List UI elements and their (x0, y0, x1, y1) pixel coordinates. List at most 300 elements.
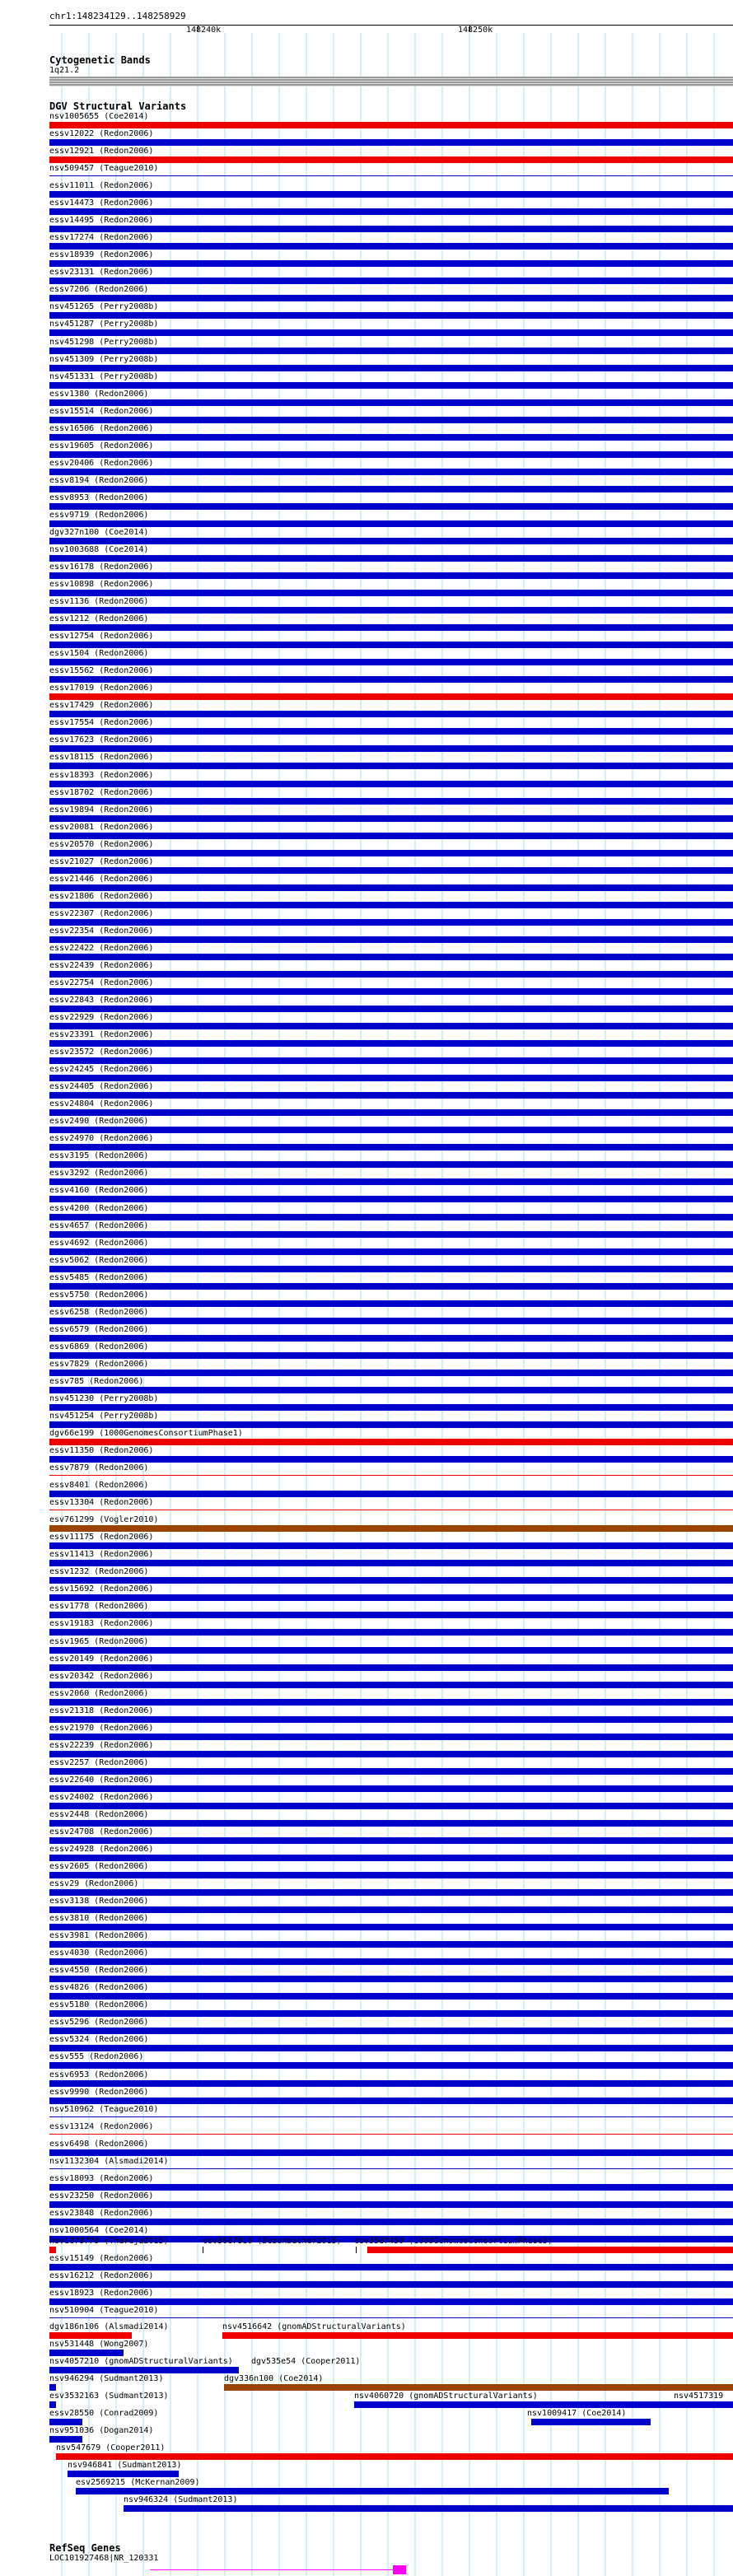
variant-feature[interactable] (49, 1976, 733, 1982)
variant-label[interactable]: essv18393 (Redon2006) (49, 771, 154, 780)
variant-label[interactable]: essv20149 (Redon2006) (49, 1654, 154, 1664)
variant-label[interactable]: essv24002 (Redon2006) (49, 1793, 154, 1802)
variant-label[interactable]: essv22929 (Redon2006) (49, 1013, 154, 1022)
variant-label[interactable]: essv9990 (Redon2006) (49, 2088, 149, 2097)
variant-label[interactable]: esv3587450 (1000GenomesConsortiumPhase3) (354, 2237, 553, 2246)
variant-label[interactable]: nsv1009417 (Coe2014) (527, 2409, 627, 2418)
variant-feature[interactable] (49, 226, 733, 232)
variant-feature[interactable] (49, 902, 733, 908)
variant-feature[interactable] (49, 1872, 733, 1878)
variant-label[interactable]: essv24708 (Redon2006) (49, 1827, 154, 1836)
variant-label[interactable]: essv1504 (Redon2006) (49, 649, 149, 658)
variant-feature[interactable] (49, 1785, 733, 1792)
variant-label[interactable]: dgv336n100 (Coe2014) (224, 2374, 324, 2383)
variant-feature[interactable] (49, 1560, 733, 1566)
ruler-tick-label: 148250k (458, 26, 493, 35)
variant-label[interactable]: essv11350 (Redon2006) (49, 1446, 154, 1455)
variant-label[interactable]: essv17554 (Redon2006) (49, 718, 154, 727)
variant-label[interactable]: essv15562 (Redon2006) (49, 666, 154, 675)
variant-label[interactable]: esv2569215 (McKernan2009) (76, 2478, 200, 2487)
variant-label[interactable]: essv6953 (Redon2006) (49, 2070, 149, 2079)
variant-label[interactable]: essv15692 (Redon2006) (49, 1584, 154, 1594)
variant-label[interactable]: essv3138 (Redon2006) (49, 1897, 149, 1906)
variant-label[interactable]: essv4030 (Redon2006) (49, 1948, 149, 1958)
variant-feature[interactable] (49, 175, 733, 176)
variant-label[interactable]: essv23131 (Redon2006) (49, 268, 154, 277)
variant-label[interactable]: essv15149 (Redon2006) (49, 2254, 154, 2263)
variant-label[interactable]: essv23848 (Redon2006) (49, 2209, 154, 2218)
variant-feature[interactable] (49, 1318, 733, 1324)
variant-label[interactable]: nsv1132304 (Alsmadi2014) (49, 2157, 169, 2166)
variant-feature[interactable] (49, 2045, 733, 2051)
variant-label[interactable]: nsv451287 (Perry2008b) (49, 320, 159, 329)
variant-feature[interactable] (49, 624, 733, 631)
variant-feature[interactable] (49, 208, 733, 215)
variant-label[interactable]: nsv451254 (Perry2008b) (49, 1412, 159, 1421)
variant-label[interactable]: essv5485 (Redon2006) (49, 1273, 149, 1282)
variant-label[interactable]: essv15514 (Redon2006) (49, 407, 154, 416)
dgv-track-title[interactable]: DGV Structural Variants (49, 100, 187, 112)
variant-label[interactable]: essv14495 (Redon2006) (49, 216, 154, 225)
variant-feature[interactable] (49, 1699, 733, 1706)
variant-feature[interactable] (49, 469, 733, 475)
variant-label[interactable]: nsv531448 (Wong2007) (49, 2340, 149, 2349)
variant-label[interactable]: essv8194 (Redon2006) (49, 476, 149, 485)
variant-feature[interactable] (49, 1456, 733, 1463)
variant-label[interactable]: essv21806 (Redon2006) (49, 892, 154, 901)
variant-feature[interactable] (49, 2317, 733, 2318)
variant-label[interactable]: essv17429 (Redon2006) (49, 701, 154, 710)
variant-feature[interactable] (49, 798, 733, 805)
variant-label[interactable]: essv19183 (Redon2006) (49, 1619, 154, 1628)
variant-feature[interactable] (49, 399, 733, 406)
variant-feature[interactable] (49, 1196, 733, 1202)
variant-label[interactable]: essv22422 (Redon2006) (49, 944, 154, 953)
variant-label[interactable]: essv3195 (Redon2006) (49, 1151, 149, 1160)
variant-label[interactable]: essv4657 (Redon2006) (49, 1221, 149, 1230)
variant-label[interactable]: essv6579 (Redon2006) (49, 1325, 149, 1334)
variant-feature[interactable] (49, 1958, 733, 1965)
variant-feature[interactable] (49, 2028, 733, 2034)
variant-label[interactable]: nsv1003688 (Coe2014) (49, 545, 149, 554)
variant-label[interactable]: essv22354 (Redon2006) (49, 926, 154, 936)
variant-label[interactable]: essv4160 (Redon2006) (49, 1186, 149, 1195)
variant-label[interactable]: nsv451230 (Perry2008b) (49, 1394, 159, 1403)
variant-label[interactable]: essv21446 (Redon2006) (49, 875, 154, 884)
variant-feature[interactable] (49, 1855, 733, 1861)
variant-feature[interactable] (49, 1387, 733, 1393)
variant-label[interactable]: essv29 (Redon2006) (49, 1879, 139, 1888)
variant-label[interactable]: essv2448 (Redon2006) (49, 1810, 149, 1819)
variant-label[interactable]: essv2060 (Redon2006) (49, 1689, 149, 1698)
variant-feature[interactable] (49, 815, 733, 822)
variant-feature[interactable] (49, 590, 733, 596)
variant-feature[interactable] (49, 2168, 733, 2169)
variant-label[interactable]: essv20081 (Redon2006) (49, 823, 154, 832)
variant-label[interactable]: nsv509457 (Teague2010) (49, 164, 159, 173)
variant-feature[interactable] (49, 1127, 733, 1133)
variant-feature[interactable] (49, 919, 733, 926)
variant-feature[interactable] (68, 2471, 179, 2477)
ruler-axis (49, 25, 733, 26)
variant-feature[interactable] (49, 243, 733, 250)
variant-feature[interactable] (49, 1248, 733, 1255)
variant-feature[interactable] (49, 1057, 733, 1064)
variant-label[interactable]: essv3292 (Redon2006) (49, 1169, 149, 1178)
variant-label[interactable]: essv14473 (Redon2006) (49, 198, 154, 208)
variant-feature[interactable] (49, 642, 733, 648)
variant-label[interactable]: essv11413 (Redon2006) (49, 1550, 154, 1559)
variant-label[interactable]: essv23250 (Redon2006) (49, 2191, 154, 2200)
variant-label[interactable]: essv24970 (Redon2006) (49, 1134, 154, 1143)
variant-label[interactable]: essv17274 (Redon2006) (49, 233, 154, 242)
variant-label[interactable]: essv6869 (Redon2006) (49, 1342, 149, 1351)
variant-label[interactable]: essv5180 (Redon2006) (49, 2000, 149, 2009)
variant-label[interactable]: essv12022 (Redon2006) (49, 129, 154, 138)
variant-label[interactable]: essv20406 (Redon2006) (49, 459, 154, 468)
variant-feature[interactable] (49, 365, 733, 371)
variant-feature[interactable] (49, 1941, 733, 1948)
variant-label[interactable]: essv7829 (Redon2006) (49, 1360, 149, 1369)
variant-feature[interactable] (49, 763, 733, 769)
refseq-track-title[interactable]: RefSeq Genes (49, 2542, 121, 2554)
variant-label[interactable]: essv24405 (Redon2006) (49, 1082, 154, 1091)
variant-label[interactable]: essv17623 (Redon2006) (49, 735, 154, 744)
variant-feature[interactable] (49, 2219, 733, 2225)
variant-label[interactable]: essv8953 (Redon2006) (49, 493, 149, 502)
variant-label[interactable]: essv20342 (Redon2006) (49, 1672, 154, 1681)
variant-feature[interactable] (49, 1612, 733, 1618)
variant-label[interactable]: essv17019 (Redon2006) (49, 684, 154, 693)
variant-label[interactable]: essv8401 (Redon2006) (49, 1481, 149, 1490)
variant-label[interactable]: essv2257 (Redon2006) (49, 1758, 149, 1767)
variant-label[interactable]: essv4826 (Redon2006) (49, 1983, 149, 1992)
variant-label[interactable]: esv761299 (Vogler2010) (49, 1515, 159, 1524)
variant-feature[interactable] (49, 867, 733, 874)
variant-label[interactable]: nsv946324 (Sudmant2013) (124, 2495, 238, 2504)
variant-feature[interactable] (49, 348, 733, 354)
variant-feature[interactable] (49, 1370, 733, 1376)
variant-feature[interactable] (49, 2201, 733, 2208)
variant-label[interactable]: dgv327n100 (Coe2014) (49, 528, 149, 537)
variant-feature[interactable] (76, 2488, 669, 2494)
variant-feature[interactable] (49, 2062, 733, 2069)
variant-feature[interactable] (49, 781, 733, 787)
variant-feature[interactable] (49, 2116, 733, 2117)
variant-label[interactable]: essv13304 (Redon2006) (49, 1498, 154, 1507)
variant-label[interactable]: essv555 (Redon2006) (49, 2052, 144, 2061)
variant-label[interactable]: essv6498 (Redon2006) (49, 2140, 149, 2149)
variant-label[interactable]: essv16178 (Redon2006) (49, 562, 154, 572)
variant-label[interactable]: essv24245 (Redon2006) (49, 1065, 154, 1074)
variant-label[interactable]: essv11011 (Redon2006) (49, 181, 154, 190)
variant-label[interactable]: essv22307 (Redon2006) (49, 909, 154, 918)
variant-feature[interactable] (49, 1439, 733, 1445)
variant-feature[interactable] (49, 1924, 733, 1930)
variant-feature[interactable] (49, 1144, 733, 1150)
variant-feature[interactable] (49, 833, 733, 839)
variant-label[interactable]: nsv1078778 (Thareja2015) (49, 2237, 169, 2246)
variant-feature[interactable] (49, 2080, 733, 2087)
gene-label[interactable]: LOC101927468|NR_120331 (49, 2554, 159, 2563)
variant-feature[interactable] (49, 1352, 733, 1359)
variant-feature[interactable] (49, 1023, 733, 1029)
variant-label[interactable]: nsv1005655 (Coe2014) (49, 112, 149, 121)
variant-feature[interactable] (674, 2401, 733, 2408)
variant-feature[interactable] (49, 2134, 733, 2135)
variant-feature[interactable] (49, 2332, 132, 2339)
variant-label[interactable]: essv12921 (Redon2006) (49, 147, 154, 156)
variant-label[interactable]: essv4200 (Redon2006) (49, 1204, 149, 1213)
variant-feature[interactable] (49, 2401, 56, 2408)
variant-feature[interactable] (49, 2419, 82, 2425)
variant-feature[interactable] (49, 260, 733, 267)
variant-label[interactable]: essv18093 (Redon2006) (49, 2174, 154, 2183)
variant-feature[interactable] (531, 2419, 651, 2425)
variant-feature[interactable] (49, 1768, 733, 1775)
variant-label[interactable]: essv5750 (Redon2006) (49, 1290, 149, 1300)
variant-feature[interactable] (49, 382, 733, 389)
variant-label[interactable]: nsv451298 (Perry2008b) (49, 338, 159, 347)
variant-feature[interactable] (49, 1577, 733, 1584)
variant-feature[interactable] (49, 1889, 733, 1896)
variant-feature[interactable] (49, 2367, 239, 2373)
variant-label[interactable]: essv21970 (Redon2006) (49, 1724, 154, 1733)
variant-feature[interactable] (49, 745, 733, 752)
variant-label[interactable]: essv18702 (Redon2006) (49, 788, 154, 797)
variant-label[interactable]: nsv946294 (Sudmant2013) (49, 2374, 164, 2383)
variant-feature[interactable] (49, 1751, 733, 1757)
variant-label[interactable]: essv4692 (Redon2006) (49, 1239, 149, 1248)
variant-label[interactable]: essv24804 (Redon2006) (49, 1099, 154, 1108)
variant-feature[interactable] (49, 2184, 733, 2191)
variant-feature[interactable] (49, 884, 733, 891)
variant-label[interactable]: essv22843 (Redon2006) (49, 996, 154, 1005)
variant-feature[interactable] (49, 2436, 82, 2443)
variant-feature[interactable] (56, 2453, 733, 2460)
variant-label[interactable]: essv7879 (Redon2006) (49, 1463, 149, 1472)
variant-feature[interactable] (49, 1906, 733, 1913)
variant-feature[interactable] (49, 1335, 733, 1342)
variant-feature[interactable] (49, 1629, 733, 1636)
variant-feature[interactable] (49, 538, 733, 544)
variant-label[interactable]: essv21318 (Redon2006) (49, 1706, 154, 1715)
variant-label[interactable]: essv23572 (Redon2006) (49, 1048, 154, 1057)
gene-exon[interactable] (393, 2565, 406, 2574)
variant-label[interactable]: essv1965 (Redon2006) (49, 1637, 149, 1646)
variant-label[interactable]: essv5062 (Redon2006) (49, 1256, 149, 1265)
variant-label[interactable]: essv3810 (Redon2006) (49, 1914, 149, 1923)
variant-feature[interactable] (49, 1404, 733, 1411)
variant-label[interactable]: essv18115 (Redon2006) (49, 753, 154, 762)
variant-label[interactable]: esv3532163 (Sudmant2013) (49, 2392, 169, 2401)
cytoband-label: 1q21.2 (49, 66, 80, 75)
variant-feature[interactable] (49, 2010, 733, 2017)
variant-feature[interactable] (49, 607, 733, 614)
variant-label[interactable]: essv1380 (Redon2006) (49, 390, 149, 399)
variant-feature[interactable] (49, 711, 733, 717)
variant-feature[interactable] (49, 329, 733, 336)
variant-label[interactable]: essv22754 (Redon2006) (49, 978, 154, 987)
variant-feature[interactable] (49, 451, 733, 458)
variant-feature[interactable] (49, 1109, 733, 1116)
variant-feature[interactable] (224, 2384, 733, 2391)
variant-label[interactable]: essv22439 (Redon2006) (49, 961, 154, 970)
variant-label[interactable]: essv21027 (Redon2006) (49, 857, 154, 866)
variant-label[interactable]: essv18923 (Redon2006) (49, 2289, 154, 2298)
variant-label[interactable]: essv24928 (Redon2006) (49, 1845, 154, 1854)
variant-label[interactable]: essv9719 (Redon2006) (49, 511, 149, 520)
variant-label[interactable]: essv1232 (Redon2006) (49, 1567, 149, 1576)
variant-feature[interactable] (49, 295, 733, 301)
variant-label[interactable]: nsv4516642 (gnomADStructuralVariants) (222, 2322, 406, 2331)
variant-feature[interactable] (49, 191, 733, 198)
variant-feature[interactable] (49, 1092, 733, 1099)
variant-label[interactable]: nsv547679 (Cooper2011) (56, 2443, 166, 2452)
variant-feature[interactable] (49, 936, 733, 943)
variant-feature[interactable] (49, 1475, 733, 1476)
variant-label[interactable]: nsv1000564 (Coe2014) (49, 2226, 149, 2235)
variant-feature[interactable] (49, 1266, 733, 1272)
variant-feature[interactable] (49, 1300, 733, 1307)
variant-label[interactable]: essv19894 (Redon2006) (49, 805, 154, 814)
variant-feature[interactable] (49, 520, 733, 527)
variant-label[interactable]: nsv951036 (Dogan2014) (49, 2426, 154, 2435)
variant-label[interactable]: dgv186n106 (Alsmadi2014) (49, 2322, 169, 2331)
variant-label[interactable]: essv22640 (Redon2006) (49, 1776, 154, 1785)
variant-label[interactable]: essv16506 (Redon2006) (49, 424, 154, 433)
variant-feature[interactable] (49, 1716, 733, 1723)
variant-feature[interactable] (49, 555, 733, 562)
variant-feature[interactable] (49, 1214, 733, 1220)
cytoband-bar[interactable] (49, 77, 733, 86)
variant-label[interactable]: essv20570 (Redon2006) (49, 840, 154, 849)
variant-label[interactable]: essv10898 (Redon2006) (49, 580, 154, 589)
variant-feature[interactable] (49, 1421, 733, 1428)
variant-label[interactable]: dgv535e54 (Cooper2011) (251, 2357, 361, 2366)
variant-feature[interactable] (49, 2350, 124, 2356)
variant-feature[interactable] (49, 1075, 733, 1081)
ruler-tick-label: 148240k (186, 26, 222, 35)
variant-feature[interactable] (49, 1040, 733, 1047)
variant-feature[interactable] (49, 503, 733, 510)
variant-feature[interactable] (124, 2505, 733, 2512)
variant-feature[interactable] (49, 988, 733, 995)
variant-feature[interactable] (49, 2149, 733, 2156)
variant-label[interactable]: nsv510904 (Teague2010) (49, 2306, 159, 2315)
variant-label[interactable]: essv11175 (Redon2006) (49, 1533, 154, 1542)
variant-label[interactable]: essv22239 (Redon2006) (49, 1741, 154, 1750)
variant-feature[interactable] (49, 1682, 733, 1688)
variant-feature[interactable] (49, 1647, 733, 1654)
variant-feature[interactable] (49, 676, 733, 683)
variant-feature[interactable] (49, 156, 733, 163)
variant-label[interactable]: dgv66e199 (1000GenomesConsortiumPhase1) (49, 1429, 243, 1438)
variant-label[interactable]: essv28550 (Conrad2009) (49, 2409, 159, 2418)
variant-label[interactable]: nsv451309 (Perry2008b) (49, 355, 159, 364)
variant-label[interactable]: essv2490 (Redon2006) (49, 1117, 149, 1126)
variant-label[interactable]: nsv451331 (Perry2008b) (49, 372, 159, 381)
variant-feature[interactable] (49, 434, 733, 441)
variant-label[interactable]: esv3667816 (Bezenbacher2015) (203, 2237, 342, 2246)
variant-label[interactable]: nsv4060720 (gnomADStructuralVariants) (354, 2392, 538, 2401)
variant-label[interactable]: essv7206 (Redon2006) (49, 285, 149, 294)
variant-label[interactable]: essv16212 (Redon2006) (49, 2271, 154, 2280)
variant-label[interactable]: essv1778 (Redon2006) (49, 1602, 149, 1611)
variant-label[interactable]: essv4550 (Redon2006) (49, 1966, 149, 1975)
variant-feature[interactable] (49, 1803, 733, 1809)
variant-feature[interactable] (49, 1006, 733, 1012)
variant-label[interactable]: nsv510962 (Teague2010) (49, 2105, 159, 2114)
variant-feature[interactable] (49, 1993, 733, 2000)
variant-feature[interactable] (49, 1837, 733, 1844)
variant-label[interactable]: nsv946841 (Sudmant2013) (68, 2461, 182, 2470)
variant-label[interactable]: essv2605 (Redon2006) (49, 1862, 149, 1871)
variant-feature[interactable] (49, 1525, 733, 1532)
variant-label[interactable]: nsv451265 (Perry2008b) (49, 302, 159, 311)
variant-feature[interactable] (49, 486, 733, 492)
variant-feature[interactable] (49, 2264, 733, 2270)
variant-feature[interactable] (49, 728, 733, 735)
variant-label[interactable]: essv3981 (Redon2006) (49, 1931, 149, 1940)
variant-feature[interactable] (49, 417, 733, 423)
variant-feature[interactable] (49, 1283, 733, 1290)
variant-feature[interactable] (222, 2332, 733, 2339)
variant-feature[interactable] (49, 1231, 733, 1238)
variant-feature[interactable] (49, 1178, 733, 1185)
variant-label[interactable]: nsv4517319 (674, 2392, 724, 2401)
variant-label[interactable]: essv5324 (Redon2006) (49, 2035, 149, 2044)
variant-feature[interactable] (49, 139, 733, 146)
variant-label[interactable]: essv6258 (Redon2006) (49, 1308, 149, 1317)
variant-feature[interactable] (49, 1820, 733, 1827)
cytoband-track-title[interactable]: Cytogenetic Bands (49, 54, 151, 66)
variant-feature[interactable] (354, 2401, 684, 2408)
variant-feature[interactable] (49, 1161, 733, 1168)
variant-feature[interactable] (49, 572, 733, 579)
variant-label[interactable]: essv19605 (Redon2006) (49, 441, 154, 450)
variant-feature[interactable] (49, 2247, 56, 2253)
variant-label[interactable]: essv1136 (Redon2006) (49, 597, 149, 606)
variant-feature[interactable] (49, 954, 733, 960)
variant-feature[interactable] (49, 2298, 733, 2305)
variant-feature[interactable] (49, 850, 733, 856)
variant-label[interactable]: essv23391 (Redon2006) (49, 1030, 154, 1039)
variant-feature[interactable] (367, 2247, 733, 2253)
variant-label[interactable]: essv785 (Redon2006) (49, 1377, 144, 1386)
variant-label[interactable]: essv5296 (Redon2006) (49, 2018, 149, 2027)
variant-label[interactable]: nsv4057210 (gnomADStructuralVariants) (49, 2357, 233, 2366)
variant-label[interactable]: essv18939 (Redon2006) (49, 250, 154, 259)
variant-feature[interactable] (49, 278, 733, 284)
variant-label[interactable]: essv12754 (Redon2006) (49, 632, 154, 641)
variant-label[interactable]: essv1212 (Redon2006) (49, 614, 149, 623)
variant-feature[interactable] (49, 312, 733, 319)
variant-feature[interactable] (49, 1664, 733, 1671)
variant-feature[interactable] (49, 122, 733, 128)
variant-feature[interactable] (49, 1734, 733, 1740)
variant-feature[interactable] (49, 2098, 733, 2104)
variant-feature[interactable] (49, 2384, 56, 2391)
variant-feature[interactable] (49, 659, 733, 665)
variant-feature[interactable] (49, 1542, 733, 1549)
variant-feature[interactable] (49, 1491, 733, 1497)
variant-feature[interactable] (49, 1594, 733, 1601)
variant-feature[interactable] (49, 2281, 733, 2288)
variant-feature[interactable] (49, 693, 733, 700)
variant-label[interactable]: essv13124 (Redon2006) (49, 2122, 154, 2131)
variant-feature[interactable] (49, 971, 733, 978)
